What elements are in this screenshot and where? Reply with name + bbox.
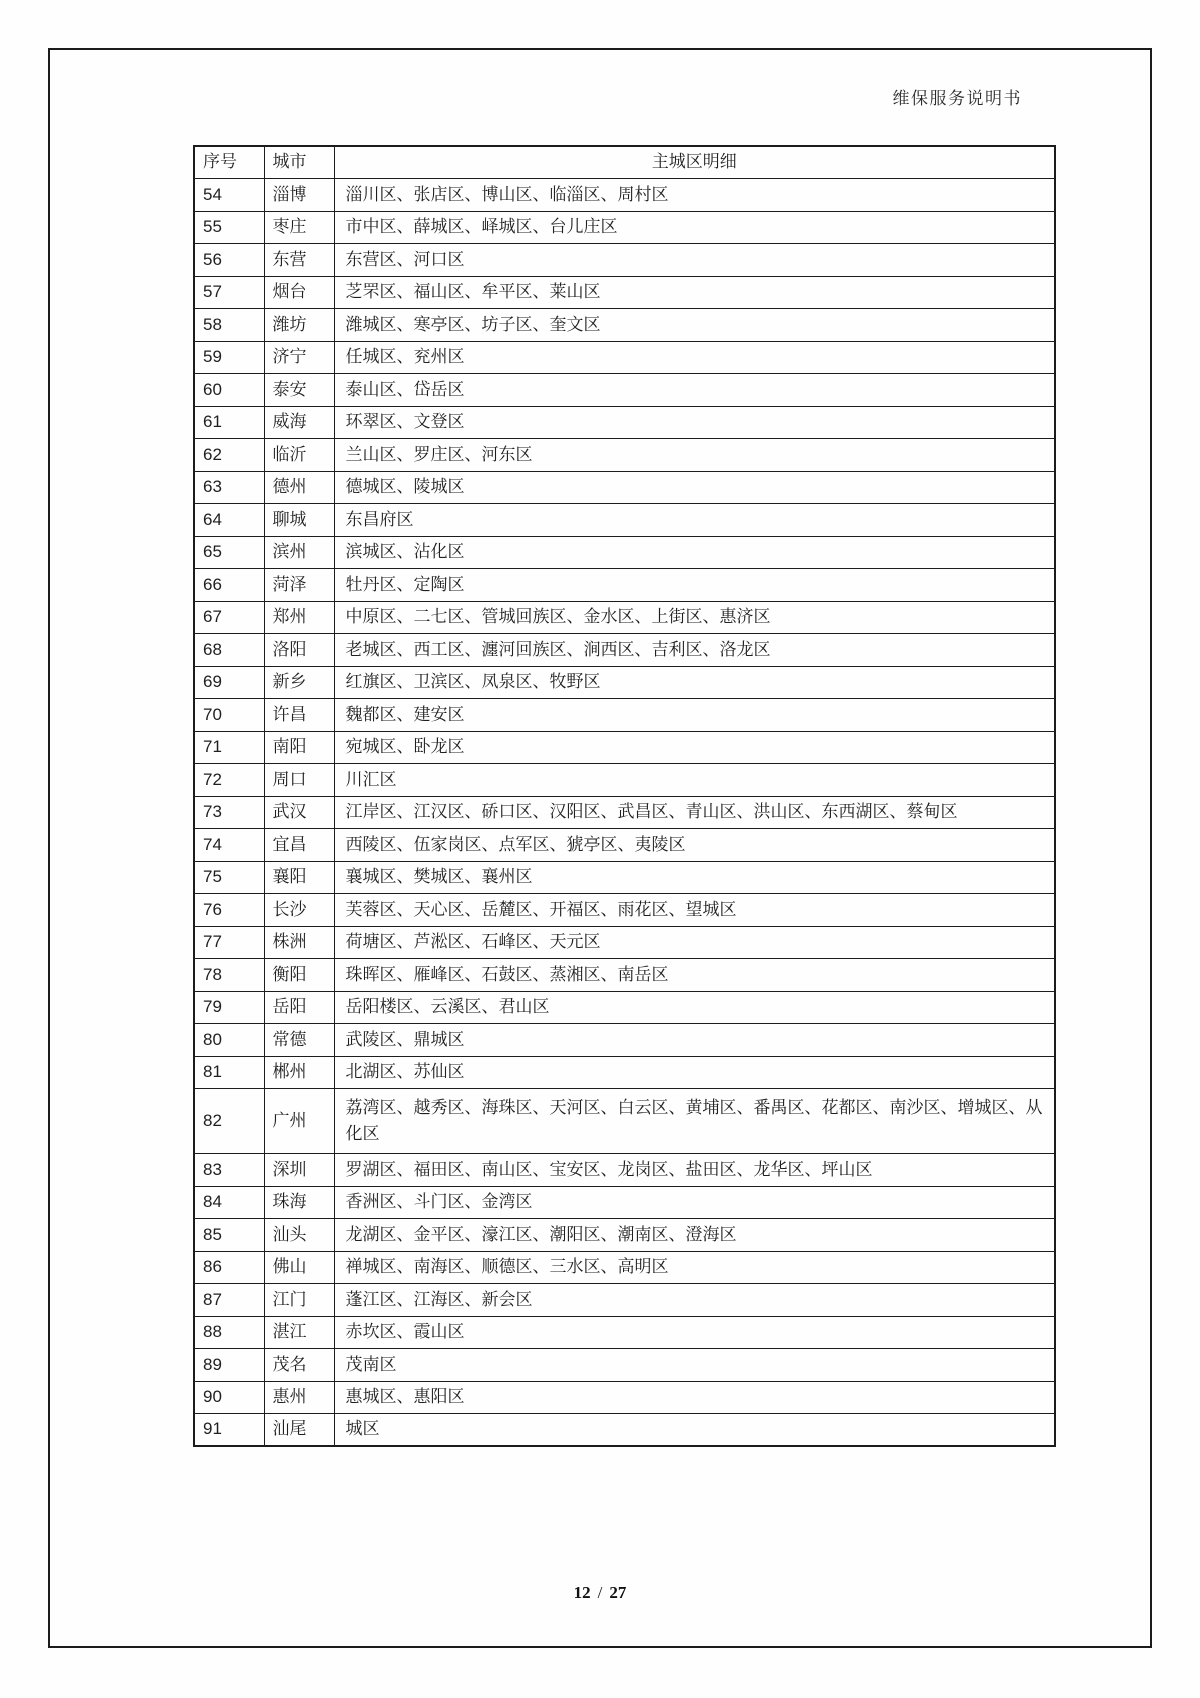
cell-index: 61: [194, 406, 264, 439]
cell-districts: 中原区、二七区、管城回族区、金水区、上街区、惠济区: [334, 601, 1055, 634]
table-row: [194, 829, 1055, 862]
cell-index: 70: [194, 699, 264, 732]
cell-index: 66: [194, 569, 264, 602]
cell-index: 87: [194, 1284, 264, 1317]
table-body: [194, 179, 1055, 1447]
table-row: [194, 276, 1055, 309]
cell-city: 郑州: [264, 601, 334, 634]
cell-districts: 红旗区、卫滨区、凤泉区、牧野区: [334, 666, 1055, 699]
cell-districts: 市中区、薛城区、峄城区、台儿庄区: [334, 211, 1055, 244]
table-row: [194, 894, 1055, 927]
cell-city: 江门: [264, 1284, 334, 1317]
cell-index: 86: [194, 1251, 264, 1284]
cell-index: 68: [194, 634, 264, 667]
table-row: [194, 731, 1055, 764]
cell-index: 56: [194, 244, 264, 277]
cell-districts: 西陵区、伍家岗区、点军区、猇亭区、夷陵区: [334, 829, 1055, 862]
cell-index: 64: [194, 504, 264, 537]
cell-districts: 东营区、河口区: [334, 244, 1055, 277]
document-header-title: 维保服务说明书: [892, 89, 1022, 108]
cell-city: 烟台: [264, 276, 334, 309]
cell-districts: 任城区、兖州区: [334, 341, 1055, 374]
cell-index: 72: [194, 764, 264, 797]
cell-districts: 江岸区、江汉区、硚口区、汉阳区、武昌区、青山区、洪山区、东西湖区、蔡甸区: [334, 796, 1055, 829]
cell-index: 57: [194, 276, 264, 309]
column-header-index: 序号: [194, 146, 264, 179]
cell-city: 临沂: [264, 439, 334, 472]
cell-districts: 龙湖区、金平区、濠江区、潮阳区、潮南区、澄海区: [334, 1219, 1055, 1252]
cell-districts: 川汇区: [334, 764, 1055, 797]
cell-index: 60: [194, 374, 264, 407]
cell-index: 82: [194, 1089, 264, 1154]
cell-index: 65: [194, 536, 264, 569]
table-row: [194, 1024, 1055, 1057]
cell-index: 69: [194, 666, 264, 699]
cell-city: 岳阳: [264, 991, 334, 1024]
cell-districts: 武陵区、鼎城区: [334, 1024, 1055, 1057]
column-header-districts: 主城区明细: [334, 146, 1055, 179]
table-row: [194, 1154, 1055, 1187]
cell-districts: 德城区、陵城区: [334, 471, 1055, 504]
cell-index: 59: [194, 341, 264, 374]
table-row: [194, 1251, 1055, 1284]
table-header-row: [194, 146, 1055, 179]
cell-districts: 泰山区、岱岳区: [334, 374, 1055, 407]
cell-index: 67: [194, 601, 264, 634]
page-number-total: 27: [609, 1583, 627, 1602]
cell-districts: 惠城区、惠阳区: [334, 1381, 1055, 1414]
page-number-current: 12: [573, 1583, 591, 1602]
cell-city: 泰安: [264, 374, 334, 407]
cell-districts: 北湖区、苏仙区: [334, 1056, 1055, 1089]
table-row: [194, 959, 1055, 992]
table-row: [194, 1349, 1055, 1382]
cell-index: 83: [194, 1154, 264, 1187]
table-row: [194, 504, 1055, 537]
cell-city: 枣庄: [264, 211, 334, 244]
table-row: [194, 1219, 1055, 1252]
city-districts-table: [193, 145, 1056, 1447]
cell-index: 79: [194, 991, 264, 1024]
table-row: [194, 991, 1055, 1024]
cell-index: 73: [194, 796, 264, 829]
cell-city: 济宁: [264, 341, 334, 374]
table-row: [194, 406, 1055, 439]
cell-city: 许昌: [264, 699, 334, 732]
table-row: [194, 211, 1055, 244]
cell-index: 81: [194, 1056, 264, 1089]
cell-city: 广州: [264, 1089, 334, 1154]
table-row: [194, 601, 1055, 634]
table-row: [194, 666, 1055, 699]
cell-districts: 兰山区、罗庄区、河东区: [334, 439, 1055, 472]
cell-index: 75: [194, 861, 264, 894]
cell-index: 55: [194, 211, 264, 244]
cell-city: 郴州: [264, 1056, 334, 1089]
cell-city: 菏泽: [264, 569, 334, 602]
cell-city: 淄博: [264, 179, 334, 212]
cell-index: 90: [194, 1381, 264, 1414]
cell-city: 珠海: [264, 1186, 334, 1219]
cell-districts: 襄城区、樊城区、襄州区: [334, 861, 1055, 894]
table-row: [194, 341, 1055, 374]
cell-districts: 宛城区、卧龙区: [334, 731, 1055, 764]
cell-index: 71: [194, 731, 264, 764]
cell-index: 84: [194, 1186, 264, 1219]
cell-districts: 荔湾区、越秀区、海珠区、天河区、白云区、黄埔区、番禺区、花都区、南沙区、增城区、从化区: [334, 1089, 1055, 1154]
cell-city: 佛山: [264, 1251, 334, 1284]
cell-city: 武汉: [264, 796, 334, 829]
cell-city: 南阳: [264, 731, 334, 764]
cell-index: 80: [194, 1024, 264, 1057]
table-row: [194, 1284, 1055, 1317]
cell-districts: 东昌府区: [334, 504, 1055, 537]
cell-city: 新乡: [264, 666, 334, 699]
table-row: [194, 764, 1055, 797]
cell-city: 深圳: [264, 1154, 334, 1187]
cell-index: 77: [194, 926, 264, 959]
cell-districts: 环翠区、文登区: [334, 406, 1055, 439]
cell-city: 湛江: [264, 1316, 334, 1349]
cell-districts: 魏都区、建安区: [334, 699, 1055, 732]
page-number-separator: /: [597, 1583, 603, 1602]
cell-districts: 茂南区: [334, 1349, 1055, 1382]
cell-districts: 香洲区、斗门区、金湾区: [334, 1186, 1055, 1219]
cell-districts: 珠晖区、雁峰区、石鼓区、蒸湘区、南岳区: [334, 959, 1055, 992]
cell-city: 汕头: [264, 1219, 334, 1252]
table-row: [194, 1089, 1055, 1154]
cell-city: 潍坊: [264, 309, 334, 342]
cell-districts: 淄川区、张店区、博山区、临淄区、周村区: [334, 179, 1055, 212]
cell-city: 茂名: [264, 1349, 334, 1382]
cell-districts: 老城区、西工区、瀍河回族区、涧西区、吉利区、洛龙区: [334, 634, 1055, 667]
table-row: [194, 861, 1055, 894]
cell-city: 株洲: [264, 926, 334, 959]
cell-districts: 赤坎区、霞山区: [334, 1316, 1055, 1349]
cell-index: 63: [194, 471, 264, 504]
cell-districts: 芙蓉区、天心区、岳麓区、开福区、雨花区、望城区: [334, 894, 1055, 927]
table-row: [194, 374, 1055, 407]
table-row: [194, 1414, 1055, 1447]
cell-city: 聊城: [264, 504, 334, 537]
table-row: [194, 1056, 1055, 1089]
table-row: [194, 309, 1055, 342]
cell-city: 汕尾: [264, 1414, 334, 1447]
table-row: [194, 439, 1055, 472]
cell-index: 78: [194, 959, 264, 992]
cell-index: 54: [194, 179, 264, 212]
cell-city: 衡阳: [264, 959, 334, 992]
cell-index: 91: [194, 1414, 264, 1447]
cell-city: 周口: [264, 764, 334, 797]
cell-districts: 牡丹区、定陶区: [334, 569, 1055, 602]
cell-index: 85: [194, 1219, 264, 1252]
cell-index: 76: [194, 894, 264, 927]
table-row: [194, 471, 1055, 504]
cell-index: 62: [194, 439, 264, 472]
page-footer: [0, 1583, 1200, 1603]
cell-districts: 蓬江区、江海区、新会区: [334, 1284, 1055, 1317]
table-row: [194, 179, 1055, 212]
cell-districts: 芝罘区、福山区、牟平区、莱山区: [334, 276, 1055, 309]
table-row: [194, 1316, 1055, 1349]
table-row: [194, 536, 1055, 569]
table-row: [194, 244, 1055, 277]
table-row: [194, 569, 1055, 602]
cell-city: 襄阳: [264, 861, 334, 894]
cell-city: 宜昌: [264, 829, 334, 862]
table-row: [194, 926, 1055, 959]
table-row: [194, 1186, 1055, 1219]
cell-index: 74: [194, 829, 264, 862]
cell-index: 89: [194, 1349, 264, 1382]
cell-districts: 滨城区、沾化区: [334, 536, 1055, 569]
cell-index: 58: [194, 309, 264, 342]
cell-city: 威海: [264, 406, 334, 439]
table-row: [194, 1381, 1055, 1414]
cell-city: 洛阳: [264, 634, 334, 667]
cell-city: 常德: [264, 1024, 334, 1057]
cell-districts: 荷塘区、芦淞区、石峰区、天元区: [334, 926, 1055, 959]
cell-city: 惠州: [264, 1381, 334, 1414]
cell-city: 德州: [264, 471, 334, 504]
cell-districts: 潍城区、寒亭区、坊子区、奎文区: [334, 309, 1055, 342]
cell-districts: 禅城区、南海区、顺德区、三水区、高明区: [334, 1251, 1055, 1284]
table-row: [194, 796, 1055, 829]
cell-districts: 城区: [334, 1414, 1055, 1447]
cell-index: 88: [194, 1316, 264, 1349]
cell-city: 滨州: [264, 536, 334, 569]
cell-city: 东营: [264, 244, 334, 277]
cell-city: 长沙: [264, 894, 334, 927]
column-header-city: 城市: [264, 146, 334, 179]
table-row: [194, 634, 1055, 667]
table-row: [194, 699, 1055, 732]
cell-districts: 岳阳楼区、云溪区、君山区: [334, 991, 1055, 1024]
cell-districts: 罗湖区、福田区、南山区、宝安区、龙岗区、盐田区、龙华区、坪山区: [334, 1154, 1055, 1187]
